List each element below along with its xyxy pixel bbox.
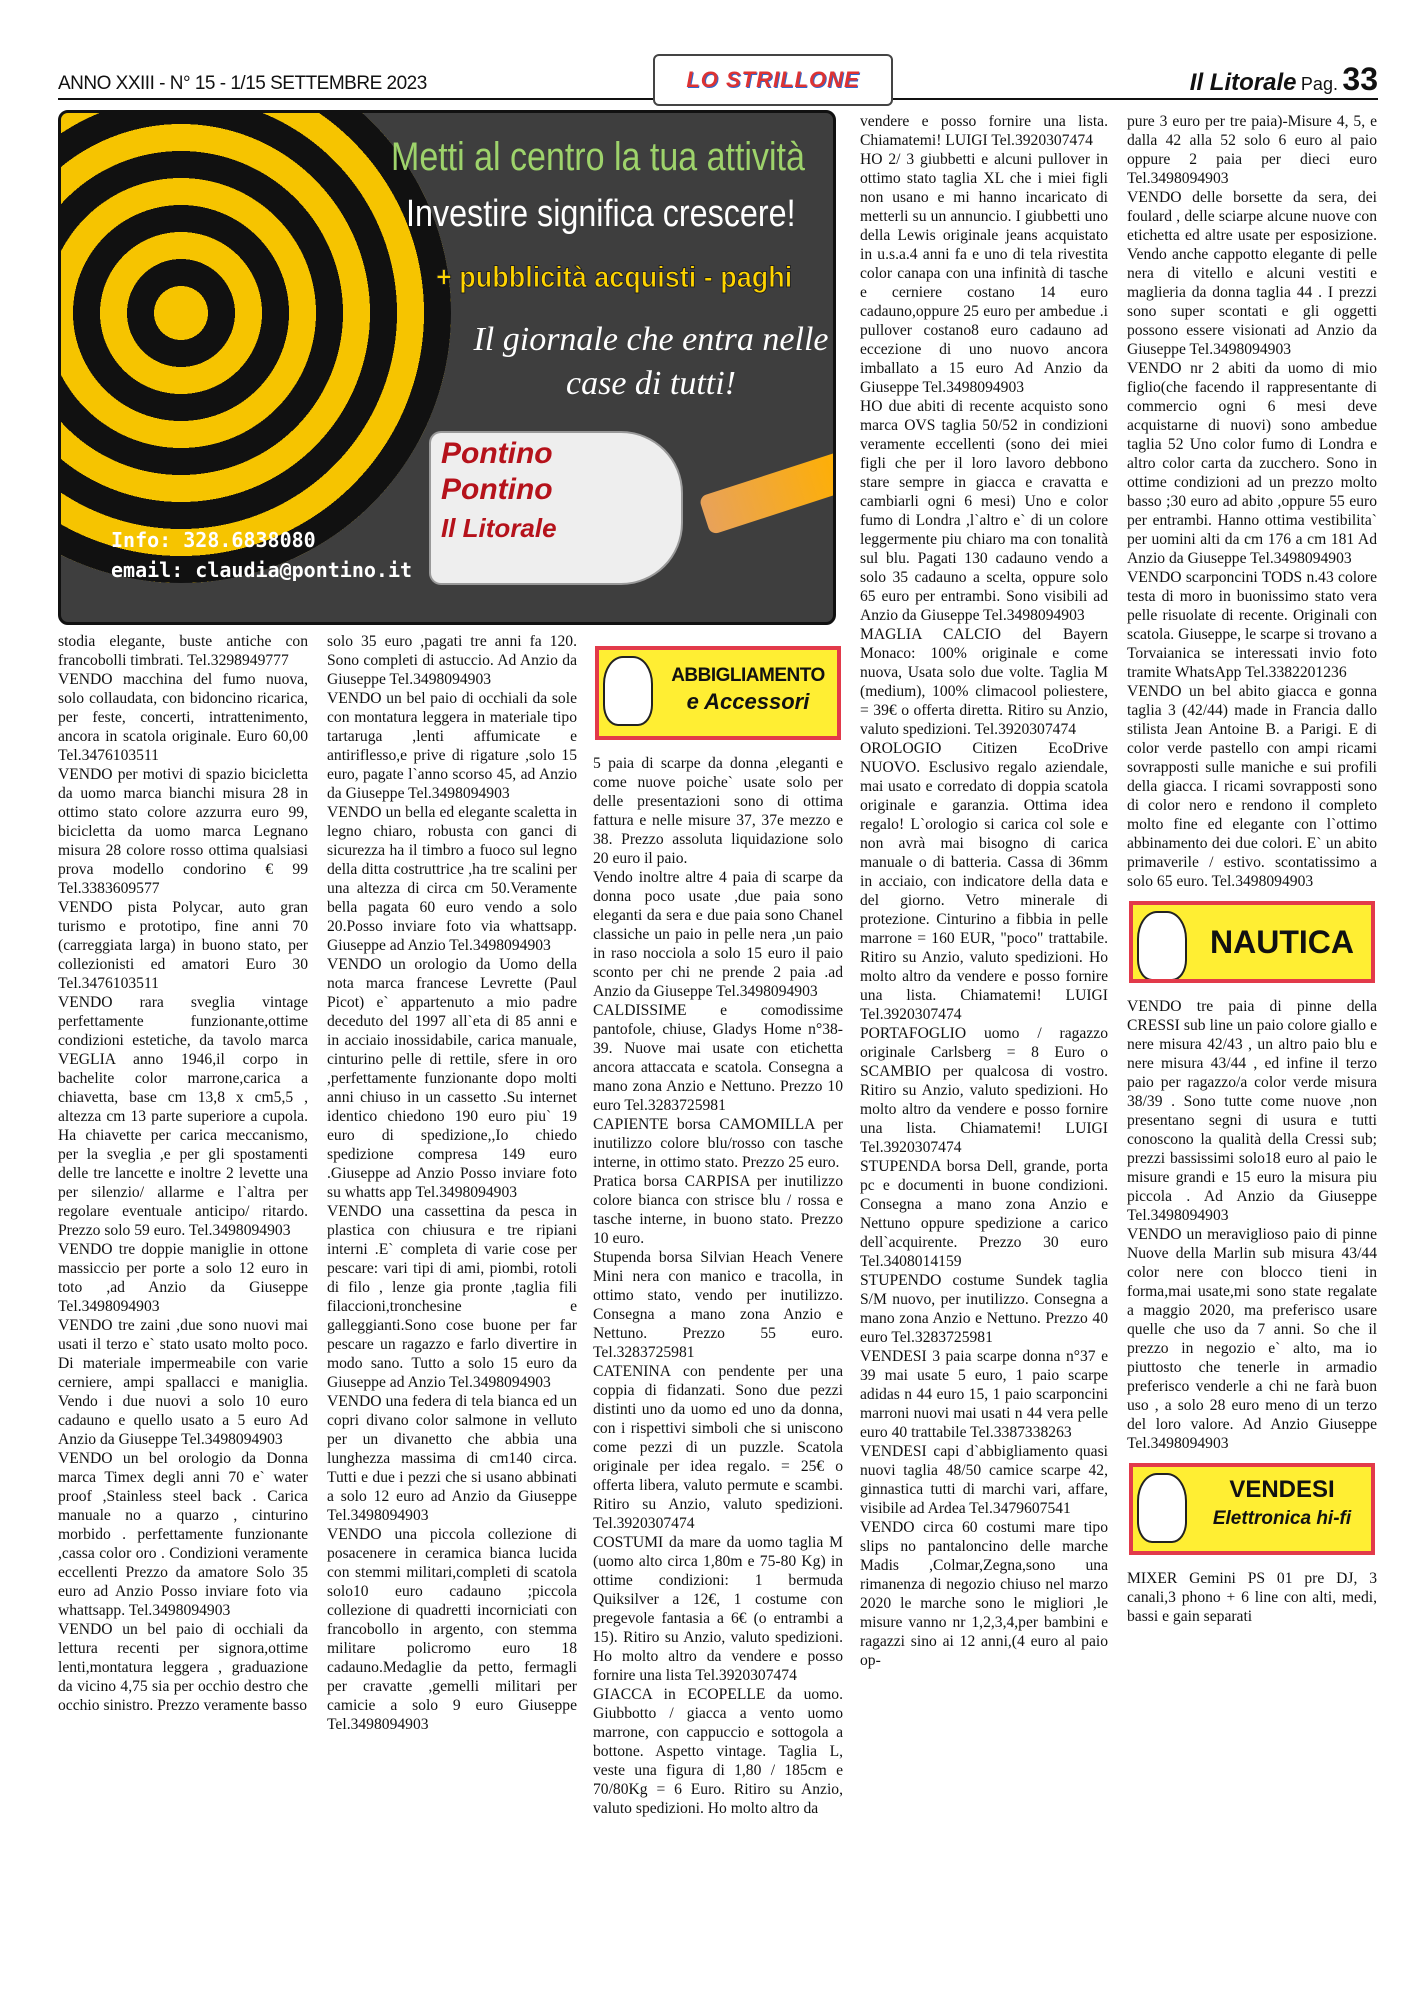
- pontino-logo: Pontino: [441, 437, 553, 470]
- classified-ad: MIXER Gemini PS 01 pre DJ, 3 canali,3 phono + 6 line con alti, medi, bassi e gain separati: [1127, 1570, 1377, 1625]
- classified-ad: CALDISSIME e comodissime pantofole, chiuse, Gladys Home n°38-39. Nuove mai usate con etichetta ancora attaccata e scatola. Consegna a mano zona Anzio e Nettuno. Prezzo 10 euro Tel.3283725981: [593, 1002, 843, 1114]
- advertisement: [58, 110, 836, 625]
- banner-title: ABBIGLIAMENTO: [671, 665, 825, 686]
- column-5: [1127, 112, 1377, 1962]
- classified-ad: VENDESI capi d`abbigliamento quasi nuovi taglia 48/50 camice scarpe 42, ginnastica tutti di marchi vari, affare, visibile ad Ardea Tel.3479607541: [860, 1443, 1108, 1517]
- classified-ad: CATENINA con pendente per una coppia di fidanzati. Sono due pezzi distinti uno da uomo ed uno da donna, con i rispettivi simboli che si uniscono come pezzi di un puzzle. Scatola originale per idea regalo. = 25€ o offerta libera, valuto permute e scambi. Ritiro su Anzio, valuto spedizioni. Tel.3920307474: [593, 1363, 843, 1532]
- classified-ad: Stupenda borsa Silvian Heach Venere Mini nera con manico e tracolla, in ottimo stato, vendo per inutilizzo. Consegna a mano zona Anzio e Nettuno. Prezzo 55 euro. Tel.3283725981: [593, 1249, 843, 1361]
- classified-ad: Pratica borsa CARPISA per inutilizzo colore bianca con strisce blu / rossa e tasche interne, in buono stato. Prezzo 10 euro.: [593, 1173, 843, 1247]
- classified-ad: HO 2/ 3 giubbetti e alcuni pullover in ottimo stato taglia XL che i miei figli non usano e mi hanno incaricato di metterli su un annuncio. I giubbetti uno della Lewis originale jeans acquistato in u.s.a.4 anni fa e uno di tela rivestita color canapa con una infinità di tasche e cerniere costano 14 euro cadauno,oppure 25 euro per ambedue .i pullover costano8 euro cadauno ad eccezione di uno nuovo ancora imballato a 15 euro Ad Anzio da Giuseppe Tel.3498094903: [860, 151, 1108, 396]
- classified-ad: VENDO tre zaini ,due sono nuovi mai usati il terzo e` stato usato molto poco. Di materiale impermeabile con varie cerniere, ampi spallacci e maniglia. Vendo i due nuovi a solo 10 euro cadauno e quello usato a 5 euro Ad Anzio da Giuseppe Tel.3498094903: [58, 1317, 308, 1448]
- mascot-icon: [603, 656, 653, 726]
- classified-ad: VENDO per motivi di spazio bicicletta da uomo marca bianchi misura 28 in ottimo stato colore azzurra euro 99, bicicletta da uomo marca Legnano misura 28 colore rosso ottima qualsiasi prova modello condorino € 99 Tel.3383609577: [58, 766, 308, 897]
- ad-contact: [111, 525, 412, 585]
- banner-subtitle: e Accessori: [686, 689, 810, 714]
- ad-phone: Info: 328.6838080: [111, 528, 316, 552]
- classified-ad: VENDO scarponcini TODS n.43 colore testa di moro in buonissimo stato vera pelle risuolate di recente. Originali con scatola. Giuseppe, le scarpe si trovano a Torvaianica se interessati invio foto tramite WhatsApp Tel.3382201236: [1127, 569, 1377, 681]
- classified-ad: VENDO un bel paio di occhiali da sole con montatura leggera in materiale tipo tartaruga ,lenti affumicate e antiriflesso,e prive di rigature ,solo 15 euro, pagate l`anno scorso 45, ad Anzio da Giuseppe Tel.3498094903: [327, 690, 577, 802]
- classified-ad: pure 3 euro per tre paia)-Misure 4, 5, e dalla 42 alla 52 solo 6 euro al paio oppure 2 paia per dieci euro Tel.3498094903: [1127, 113, 1377, 187]
- classified-ad: VENDO un bel orologio da Donna marca Timex degli anni 70 e` water proof ,Stainless steel back . Carica manuale no a quarzo , cinturino morbido . perfettamente funzionante ,cassa color oro . Condizioni veramente eccellenti Prezzo da amatore Solo 35 euro ad Anzio Posso inviare foto via whattsapp. Tel.3498094903: [58, 1450, 308, 1619]
- pontino-logo-2: Pontino: [441, 473, 553, 506]
- column-2: [327, 632, 577, 1962]
- classified-ad: vendere e posso fornire una lista. Chiamatemi! LUIGI Tel.3920307474: [860, 113, 1108, 149]
- classified-ad: VENDO una cassettina da pesca in plastica con chiusura e tre ripiani interni .E` completa di varie cose per pescare: vari tipi di ami, piombi, rotoli di filo , lenze gia pronte ,taglia fili filaccioni,tronchesine e galleggianti.Sono cose buone per far pescare un ragazzo e farlo divertire in modo sano. Tutto a solo 15 euro da Giuseppe ad Anzio Tel.3498094903: [327, 1203, 577, 1391]
- column-3: [593, 636, 843, 1962]
- classified-ad: OROLOGIO Citizen EcoDrive NUOVO. Esclusivo regalo aziendale, mai usato e corredato di doppia scatola originale e garanzia. Ottima idea regalo! L`orologio si carica col sole e non avrà mai bisogno di carica manuale o di batteria. Cassa di 36mm in acciaio, con indicatore della data e del giorno. Vetro minerale di protezione. Cinturino a fibbia in pelle marrone = 160 EUR, "poco" trattabile. Ritiro su Anzio, valuto spedizioni. Ho molto altro da vendere e posso fornire una lista. Chiamatemi! LUIGI Tel.3920307474: [860, 740, 1108, 1023]
- litorale-logo: Il Litorale: [441, 513, 557, 543]
- section-banner-abbigliamento: [595, 646, 841, 740]
- ad-headline: Metti al centro la tua attività: [391, 135, 805, 179]
- ad-subheadline: Investire significa crescere!: [406, 193, 796, 235]
- classified-ad: VENDO una piccola collezione di posacenere in ceramica bianca lucida con stemmi militari,completi di scatola solo10 euro cadauno ;piccola collezione di quadretti incorniciati con francobollo in argento, con stemma militare policromo euro 18 cadauno.Medaglie da petto, fermagli per cravatte ,gemelli militari per camicie a solo 9 euro Giuseppe Tel.3498094903: [327, 1526, 577, 1733]
- mascot-icon: [1137, 911, 1187, 981]
- classified-ad: HO due abiti di recente acquisto sono marca OVS taglia 50/52 in condizioni veramente eccellenti (sono dei miei figli che per il loro lavoro debbono stare sempre in giacca e cravatta e cambiarli ogni 6 mesi) Uno e color fumo di Londra ,l`altro e` di un colore leggermente piu chiaro ma con tonalità sul blu. Pagati 130 cadauno vendo a solo 35 cadauno a scelta, oppure solo 65 euro per entrambi. Sono visibili ad Anzio da Giuseppe Tel.3498094903: [860, 398, 1108, 624]
- column-4: [860, 112, 1108, 1962]
- classified-ad: VENDO un bel paio di occhiali da lettura recenti per signora,ottime lenti,montatura leggera , graduazione da vicino 4,75 sia per occhio destro che occhio sinistro. Prezzo veramente basso: [58, 1621, 308, 1714]
- ad-email: email: claudia@pontino.it: [111, 558, 413, 582]
- classified-ad: VENDO tre paia di pinne della CRESSI sub line un paio colore giallo e nere misura 42/43 , un altro paio blu e nere misura 43/44 , ed infine il terzo paio per ragazzo/a color verde misura 38/39 . Sono tutte come nuove ,non presentano segni di usura e tutti conoscono la qualità della Cressi sub; prezzi bassissimi solo18 euro al paio le misure grandi e 15 euro la misura piu piccola . Ad Anzio da Giuseppe Tel.3498094903: [1127, 998, 1377, 1224]
- column-1: [58, 632, 308, 1962]
- section-banner-elettronica: [1129, 1463, 1375, 1555]
- classified-ad: solo 35 euro ,pagati tre anni fa 120. Sono completi di astuccio. Ad Anzio da Giuseppe Tel.3498094903: [327, 633, 577, 688]
- classified-ad: VENDO tre doppie maniglie in ottone massiccio per porte a solo 12 euro in toto ,ad Anzio da Giuseppe Tel.3498094903: [58, 1241, 308, 1315]
- brand-name: Il Litorale: [1189, 69, 1297, 96]
- classified-ad: Vendo inoltre altre 4 paia di scarpe da donna poco usate ,due paia sono eleganti da sera e due paia sono Chanel classiche un paio in pelle nera ,un paio in raso nocciola a solo 15 euro il paio sconto per chi ne prende 2 paia .ad Anzio da Giuseppe Tel.3498094903: [593, 869, 843, 1000]
- issue-info: ANNO XXIII - N° 15 - 1/15 SETTEMBRE 2023: [58, 73, 427, 94]
- banner-title: VENDESI: [1229, 1476, 1335, 1503]
- classified-ad: VENDO delle borsette da sera, dei foulard , delle sciarpe alcune nuove con etichetta ed altre usate per esposizione. Vendo anche cappotto elegante di pelle nera di vitello e alcuni vestiti e maglieria da donna taglia 44 . I prezzi sono super scontati e gli oggetti possono essere visionati ad Anzio da Giuseppe Tel.3498094903: [1127, 189, 1377, 358]
- classified-ad: CAPIENTE borsa CAMOMILLA per inutilizzo colore blu/rosso con tasche interne, in ottimo stato. Prezzo 25 euro.: [593, 1116, 843, 1171]
- classified-ad: GIACCA in ECOPELLE da uomo. Giubbotto / giacca a vento uomo marrone, con cappuccio e sottogola a bottone. Aspetto vintage. Taglia L, veste una figura di 1,80 / 185cm e 70/80Kg = 6 Euro. Ritiro su Anzio, valuto spedizioni. Ho molto altro da: [593, 1686, 843, 1817]
- classified-ad: 5 paia di scarpe da donna ,eleganti e come nuove poiche` usate solo per delle presentazioni sono di ottima fattura e nelle misure 37, 37e mezzo e 38. Prezzo assoluta liquidazione solo 20 euro il paio.: [593, 755, 843, 867]
- section-banner-nautica: [1129, 901, 1375, 983]
- classified-ad: PORTAFOGLIO uomo / ragazzo originale Carlsberg = 8 Euro o SCAMBIO per qualcosa di vostro. Ritiro su Anzio, valuto spedizioni. Ho molto altro da vendere e posso fornire una lista. Chiamatemi! LUIGI Tel.3920307474: [860, 1025, 1108, 1156]
- classified-ad: VENDO un meraviglioso paio di pinne Nuove della Marlin sub misura 43/44 color nere con blocco tieni in forma,mai usate,mi sono state regalate a maggio 2020, ma preferisco usare quelle che uso da 7 anni. So che il prezzo in negozio e` alto, ma io piuttosto che tenerle in armadio preferisco venderle a chi ne farà buon uso , a solo 28 euro meno di un terzo del loro valore. Ad Anzio Giuseppe Tel.3498094903: [1127, 1226, 1377, 1452]
- classified-ad: VENDO rara sveglia vintage perfettamente funzionante,ottime condizioni estetiche, da tavolo marca VEGLIA anno 1946,il corpo in bachelite color marrone,carica a chiavetta, base cm 13,8 x cm5,5 , altezza cm 13 parte superiore a cupola. Ha chiavette per carica meccanismo, per la sveglia ,e per gli spostamenti delle tre lancette e inoltre 2 levette una per silenzio/ allarme e l`altra per regolare eventuale anticipo/ ritardo. Prezzo solo 59 euro. Tel.3498094903: [58, 994, 308, 1239]
- page-label: Pag.: [1300, 74, 1338, 94]
- lo-strillone-logo: LO STRILLONE: [653, 54, 893, 106]
- banner-title: NAUTICA: [1210, 924, 1354, 960]
- newspaper-logos: [431, 433, 681, 583]
- classified-ad: VENDO macchina del fumo nuova, solo collaudata, con bidoncino ricarica, per feste, concerti, intrattenimento, ancora in scatola originale. Euro 60,00 Tel.3476103511: [58, 671, 308, 764]
- classified-ad: COSTUMI da mare da uomo taglia M (uomo alto circa 1,80m e 75-80 Kg) in ottime condizioni: 1 bermuda Quiksilver a 12€, 1 costume con pregevole fantasia a 6€ (o entrambi a 15). Ritiro su Anzio, valuto spedizioni. Ho molto altro da vendere e posso fornire una lista Tel.3920307474: [593, 1534, 843, 1684]
- classified-ad: VENDO circa 60 costumi mare tipo slips no pantaloncino delle marche Madis ,Colmar,Zegna,sono una rimanenza di negozio chiuso nel marzo 2020 le marche sono le migliori ,le misure vanno nr 1,2,3,4,per bambini e ragazzi sino ai 12 anni,(4 euro al paio op-: [860, 1519, 1108, 1669]
- classified-ad: VENDO un bel abito giacca e gonna taglia 3 (42/44) made in Francia dallo stilista Jean Antoine B. a Parigi. E di color verde pastello con ampi ricami sovrapposti sulle maniche e sui profili della giacca. I ricami sovrapposti sono di color nero e rendono il completo molto fine ed elegante con l`ottimo abbinamento dei due colori. E` un abito primaverile / estivo. scontatissimo a solo 65 euro. Tel.3498094903: [1127, 683, 1377, 890]
- classified-ad: STUPENDO costume Sundek taglia S/M nuovo, per inutilizzo. Consegna a mano zona Anzio e Nettuno. Prezzo 40 euro Tel.3283725981: [860, 1272, 1108, 1346]
- page-info: [1190, 61, 1378, 98]
- ad-slogan: + pubblicità acquisti - paghi: [436, 261, 793, 294]
- classified-ad: VENDESI 3 paia scarpe donna n°37 e 39 mai usate 5 euro, 1 paio scarpe adidas n 44 euro 15, 1 paio scarponcini marroni nuovi mai usati n 44 vera pelle euro 40 trattabile Tel.3387338263: [860, 1348, 1108, 1441]
- dart-icon: [698, 451, 836, 535]
- classified-ad: STUPENDA borsa Dell, grande, porta pc e documenti in buone condizioni. Consegna a mano zona Anzio e Nettuno oppure spedizione a carico dell`acquirente. Prezzo 30 euro Tel.3408014159: [860, 1158, 1108, 1270]
- classified-ad: VENDO nr 2 abiti da uomo di mio figlio(che facendo il rappresentante di commercio ogni 6 mesi deve acquistarne di nuovi) sono ambedue taglia 52 Uno color fumo di Londra e altro color carta da zucchero. Sono in ottime condizioni ad un prezzo molto basso ;30 euro ad abito ,oppure 55 euro per entrambi. Hanno ottima vestibilita` per uomini alti da cm 176 a cm 181 Ad Anzio da Giuseppe Tel.3498094903: [1127, 360, 1377, 567]
- target-graphic: [58, 110, 451, 583]
- classified-ad: VENDO una federa di tela bianca ed un copri divano color salmone in velluto per un divanetto che abbia una lunghezza massima di cm140 circa. Tutti e due i pezzi che si usano abbinati a solo 12 euro ad Anzio da Giuseppe Tel.3498094903: [327, 1393, 577, 1524]
- classified-ad: VENDO pista Polycar, auto gran turismo e prototipo, fine anni 70 (carreggiata larga) in buono stato, per collezionisti ed amatori Euro 30 Tel.3476103511: [58, 899, 308, 992]
- page-header: [58, 60, 1378, 100]
- banner-subtitle: Elettronica hi-fi: [1212, 1508, 1352, 1529]
- page-number: 33: [1342, 61, 1378, 97]
- ad-tagline: Il giornale che entra nelle case di tutti!: [473, 321, 829, 402]
- mascot-icon: [1137, 1473, 1187, 1543]
- classified-ad: VENDO un bella ed elegante scaletta in legno chiaro, robusta con ganci di sicurezza ha il timbro a fuoco sul legno della ditta costruttrice ,ha tre scalini per una altezza di circa cm 50.Veramente bella pagata 60 euro vendo a solo 20.Posso inviare foto via whattsapp. Giuseppe ad Anzio Tel.3498094903: [327, 804, 577, 954]
- classified-ad: VENDO un orologio da Uomo della nota marca francese Levrette (Paul Picot) e` appartenuto a mio padre deceduto del 1997 all`eta di 85 anni e in acciaio inossidabile, carica manuale, cinturino pelle di rettile, sfere in oro ,perfettamente funzionante dopo molti anni chiuso in un cassetto .Su internet identico chiedono 190 euro piu` 19 euro di spedizione,,Io chiedo spedizione compresa 149 euro .Giuseppe ad Anzio Posso inviare foto su whatts app Tel.3498094903: [327, 956, 577, 1201]
- classified-ad: MAGLIA CALCIO del Bayern Monaco: 100% originale e come nuova, Usata solo due volte. Taglia M (medium), 100% climacool poliestere, = 39€ o offerta diretta. Ritiro su Anzio, valuto spedizioni. Tel.3920307474: [860, 626, 1108, 738]
- classified-ad: stodia elegante, buste antiche con francobolli timbrati. Tel.3298949777: [58, 633, 308, 669]
